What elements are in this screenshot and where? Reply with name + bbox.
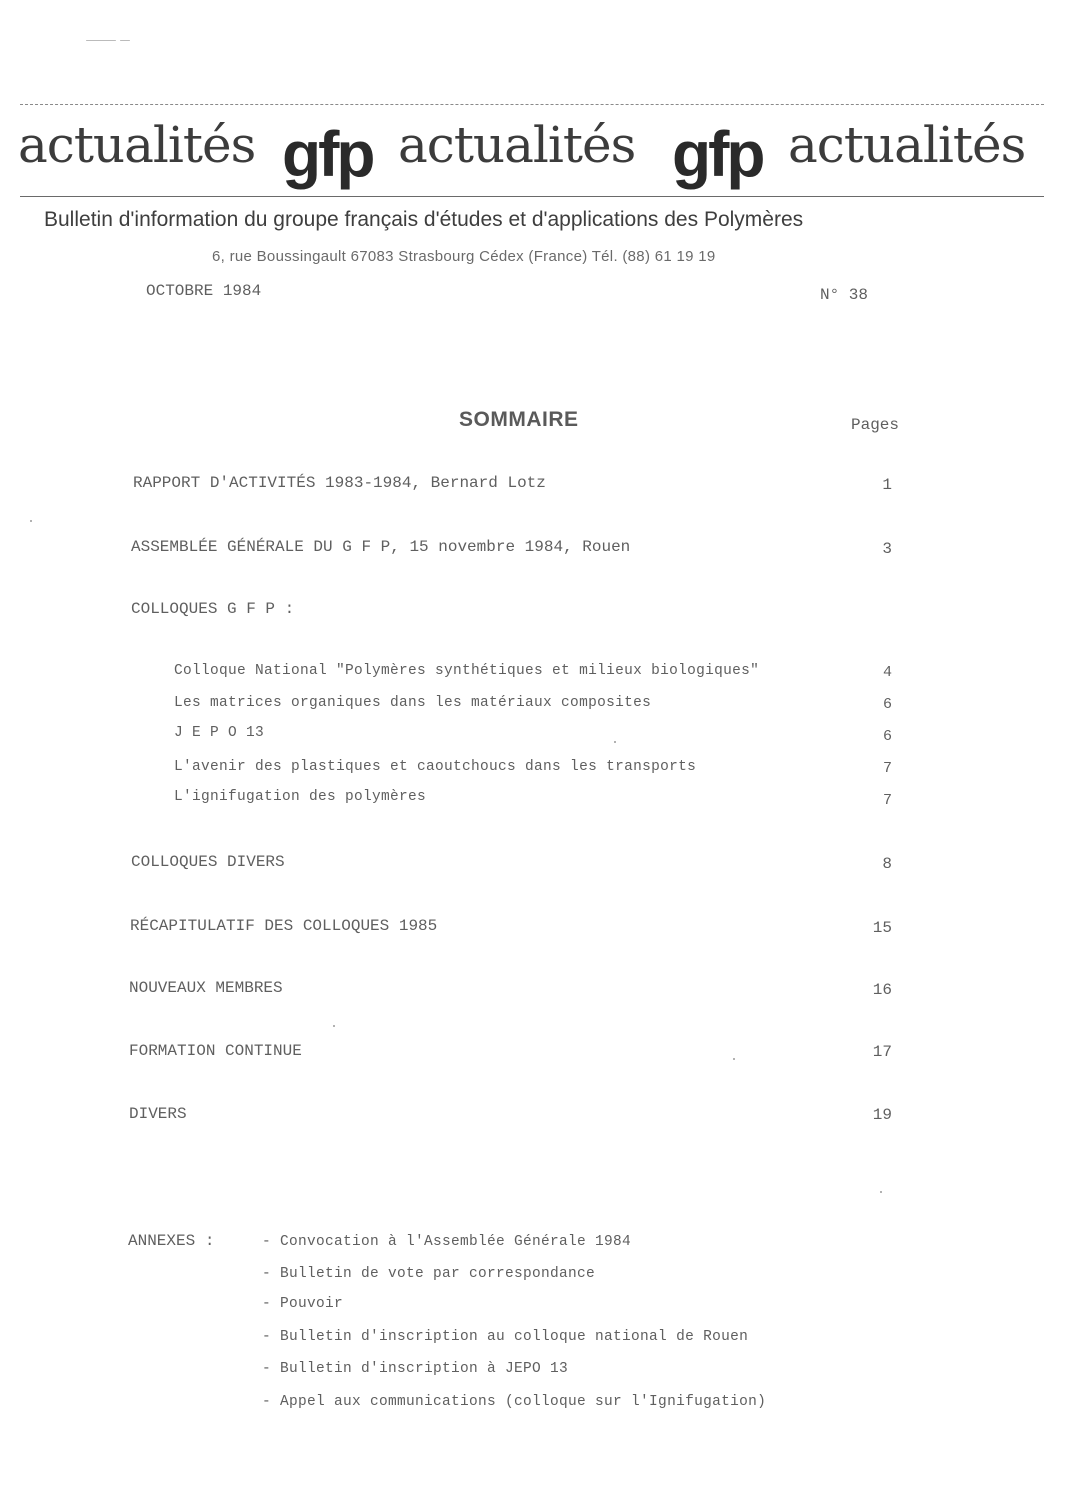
scan-mark bbox=[86, 40, 116, 41]
scan-speck bbox=[333, 1025, 335, 1027]
annex-item: - Pouvoir bbox=[262, 1296, 344, 1312]
masthead-word: actualités bbox=[788, 116, 1026, 174]
toc-subentry-page: 4 bbox=[882, 664, 892, 681]
annexes-title: ANNEXES : bbox=[128, 1232, 215, 1250]
toc-entry-label: COLLOQUES G F P : bbox=[131, 600, 295, 618]
toc-entry-label: RÉCAPITULATIF DES COLLOQUES 1985 bbox=[130, 917, 438, 935]
scan-speck bbox=[30, 520, 32, 522]
scan-speck bbox=[733, 1058, 735, 1060]
annex-item: - Bulletin d'inscription au colloque national de Rouen bbox=[262, 1329, 749, 1345]
address-line: 6, rue Boussingault 67083 Strasbourg Cédex (France) Tél. (88) 61 19 19 bbox=[212, 248, 716, 265]
toc-subentry-label: L'ignifugation des polymères bbox=[174, 789, 427, 805]
scan-mark bbox=[120, 40, 130, 41]
issue-date: OCTOBRE 1984 bbox=[146, 282, 262, 300]
toc-subentry-page: 7 bbox=[882, 760, 892, 777]
toc-entry-page: 16 bbox=[872, 981, 892, 999]
annex-item: - Convocation à l'Assemblée Générale 1984 bbox=[262, 1234, 632, 1250]
toc-subentry-label: J E P O 13 bbox=[174, 725, 265, 741]
toc-subentry-label: Les matrices organiques dans les matériaux composites bbox=[174, 695, 652, 711]
masthead bbox=[18, 108, 1048, 198]
toc-subentry-label: L'avenir des plastiques et caoutchoucs dans les transports bbox=[174, 759, 697, 775]
toc-entry-label: DIVERS bbox=[129, 1105, 187, 1123]
toc-entry-label: RAPPORT D'ACTIVITÉS 1983-1984, Bernard Lotz bbox=[133, 474, 546, 492]
bulletin-subtitle: Bulletin d'information du groupe français d'études et d'applications des Polymères bbox=[44, 208, 804, 231]
issue-number: N° 38 bbox=[820, 286, 869, 304]
toc-entry-label: COLLOQUES DIVERS bbox=[131, 853, 285, 871]
toc-entry-label: ASSEMBLÉE GÉNÉRALE DU G F P, 15 novembre 1984, Rouen bbox=[131, 538, 631, 556]
toc-entry-page: 17 bbox=[872, 1043, 892, 1061]
toc-entry-page: 15 bbox=[872, 919, 892, 937]
scan-speck bbox=[614, 741, 616, 743]
toc-subentry-page: 6 bbox=[882, 696, 892, 713]
toc-subentry-page: 6 bbox=[882, 728, 892, 745]
annex-item: - Bulletin de vote par correspondance bbox=[262, 1266, 596, 1282]
masthead-word: actualités bbox=[398, 116, 636, 174]
toc-entry-page: 1 bbox=[882, 476, 892, 494]
annex-item: - Bulletin d'inscription à JEPO 13 bbox=[262, 1361, 569, 1377]
scan-speck bbox=[880, 1191, 882, 1193]
top-rule bbox=[20, 104, 1044, 105]
toc-entry-label: NOUVEAUX MEMBRES bbox=[129, 979, 283, 997]
annex-item: - Appel aux communications (colloque sur l'Ignifugation) bbox=[262, 1394, 767, 1410]
toc-subentry-label: Colloque National "Polymères synthétiques et milieux biologiques" bbox=[174, 663, 760, 679]
toc-entry-page: 8 bbox=[882, 855, 892, 873]
gfp-logo: gfp bbox=[672, 118, 763, 190]
toc-entry-label: FORMATION CONTINUE bbox=[129, 1042, 302, 1060]
toc-subentry-page: 7 bbox=[882, 792, 892, 809]
sommaire-title: SOMMAIRE bbox=[459, 408, 579, 431]
gfp-logo: gfp bbox=[282, 118, 373, 190]
toc-entry-page: 19 bbox=[872, 1106, 892, 1124]
pages-header: Pages bbox=[851, 416, 900, 434]
toc-entry-page: 3 bbox=[882, 540, 892, 558]
masthead-word: actualités bbox=[18, 116, 256, 174]
